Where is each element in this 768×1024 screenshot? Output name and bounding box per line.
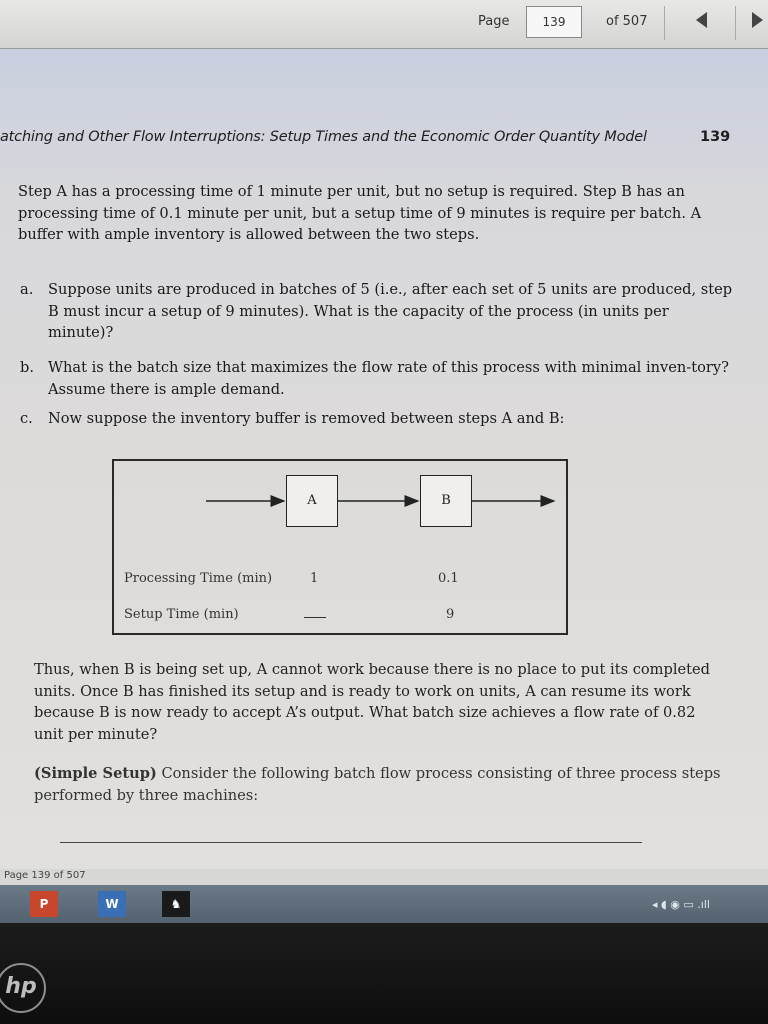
status-page-text: Page 139 of 507 bbox=[4, 870, 86, 881]
running-page-number: 139 bbox=[700, 129, 731, 145]
process-flow-diagram bbox=[112, 459, 568, 635]
status-bar bbox=[0, 869, 768, 885]
taskbar bbox=[0, 885, 768, 923]
page-label: Page bbox=[478, 14, 510, 29]
reader-app-icon[interactable]: ♞ bbox=[162, 891, 190, 917]
previous-page-icon[interactable] bbox=[696, 12, 707, 28]
monitor-bezel bbox=[0, 923, 768, 1024]
question-text: Suppose units are produced in batches of 5 (i.e., after each set of 5 units are produced, step B must incur a setup of 9 minutes). What is the capacity of the process (in units per minute)? bbox=[48, 281, 733, 341]
step-a-box: A bbox=[286, 475, 338, 527]
word-icon[interactable]: W bbox=[98, 891, 126, 917]
hp-logo-icon: hp bbox=[0, 963, 46, 1013]
simple-setup-paragraph bbox=[34, 763, 728, 806]
setup-time-label: Setup Time (min) bbox=[124, 607, 239, 622]
page-count-label: of 507 bbox=[606, 14, 648, 29]
powerpoint-icon[interactable]: P bbox=[30, 891, 58, 917]
processing-time-a: 1 bbox=[310, 571, 319, 586]
simple-setup-title: (Simple Setup) bbox=[34, 765, 157, 782]
next-figure-top-rule bbox=[60, 842, 642, 843]
continuation-paragraph: Thus, when B is being set up, A cannot work because there is no place to put its completed units. Once B has finished its setup and is ready to work on units, A can resume its work because B is now ready to accept A’s output. What batch size achieves a flow rate of 0.82 unit per minute? bbox=[34, 661, 711, 743]
question-text: Now suppose the inventory buffer is removed between steps A and B: bbox=[48, 410, 565, 427]
processing-time-label: Processing Time (min) bbox=[124, 571, 273, 586]
intro-paragraph: Step A has a processing time of 1 minute per unit, but no setup is required. Step B has an processing time of 0.1 minute per unit, but a setup time of 9 minutes is require per batch. A buffer with ample inventory is allowed between the two steps. bbox=[18, 183, 702, 243]
simple-setup-text: Consider the following batch flow process consisting of three process steps performed by three machines: bbox=[34, 765, 721, 804]
running-head: atching and Other Flow Interruptions: Setup Times and the Economic Order Quantity Model bbox=[0, 129, 647, 145]
question-letter: c. bbox=[20, 410, 33, 427]
setup-time-b: 9 bbox=[446, 607, 455, 622]
toolbar-divider bbox=[664, 6, 665, 40]
question-letter: a. bbox=[20, 281, 34, 298]
reader-toolbar bbox=[0, 0, 768, 49]
page-number-input[interactable]: 139 bbox=[526, 6, 582, 38]
system-tray-icons[interactable]: ◂ ◖ ◉ ▭ .ıll bbox=[652, 898, 710, 911]
document-page bbox=[0, 49, 768, 869]
step-b-box: B bbox=[420, 475, 472, 527]
question-letter: b. bbox=[20, 359, 34, 376]
question-text: What is the batch size that maximizes the flow rate of this process with minimal inven-tory? Assume there is ample demand. bbox=[48, 359, 729, 398]
setup-time-a-dash bbox=[304, 617, 326, 618]
next-page-icon[interactable] bbox=[752, 12, 763, 28]
setup-time-a bbox=[304, 607, 317, 622]
toolbar-divider bbox=[735, 6, 736, 40]
processing-time-b: 0.1 bbox=[438, 571, 459, 586]
